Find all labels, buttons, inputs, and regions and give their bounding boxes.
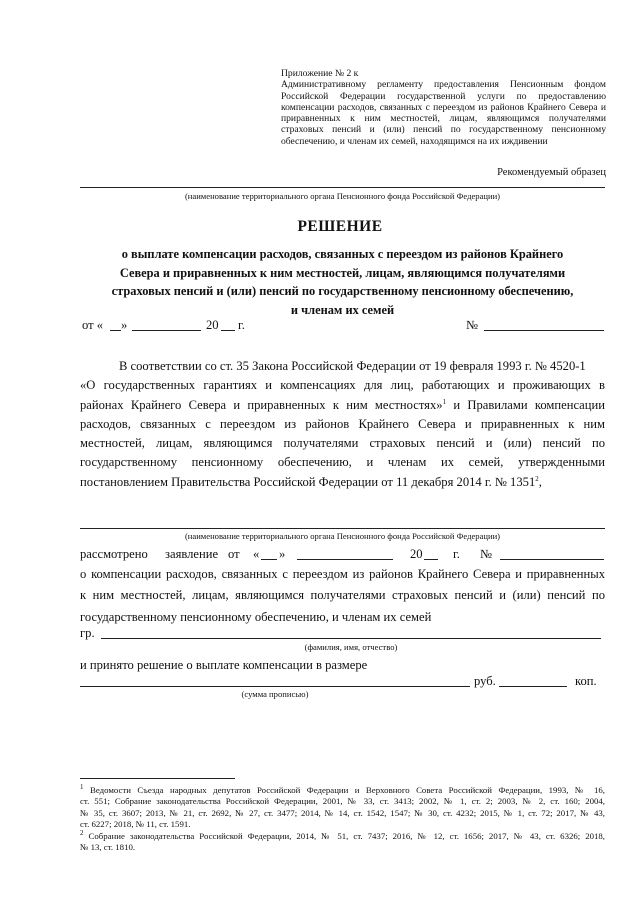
body-line: расходов, связанных с переездом из районов Крайнего Севера и приравненных к ним <box>80 416 605 431</box>
subtitle-line: Севера и приравненных к ним местностей, лицам, являющимся получателями <box>119 265 566 280</box>
appendix-line: Административному регламенту предоставления Пенсионным фондом <box>281 79 606 91</box>
appendix-line: приравненных к ним местностей, лицам, являющимся получателями <box>281 113 606 125</box>
rub-label: руб. <box>474 674 496 688</box>
appendix-line: страховых пенсий и (или) пенсий по государственному пенсионному <box>281 124 606 136</box>
review-org-line <box>80 528 605 529</box>
considered-label: рассмотрено <box>80 547 148 561</box>
kop-label: коп. <box>575 674 597 688</box>
footnote-line <box>80 828 605 842</box>
appendix-block <box>281 68 606 147</box>
appendix-line: компенсации расходов, связанных с переездом из районов Крайнего Севера и <box>281 101 606 113</box>
day-field[interactable] <box>110 330 121 331</box>
close-quote: » <box>279 547 286 561</box>
application-label: заявление <box>165 547 219 561</box>
application-day-field[interactable] <box>261 559 277 560</box>
body-text: районах Крайнего Севера и приравненных к ним местностях» <box>80 397 443 412</box>
body-line: «О государственных гарантиях и компенсациях для лиц, работающих и проживающих в <box>80 378 605 393</box>
appendix-line: Российской Федерации государственной услуги по предоставлению <box>281 90 606 102</box>
year-prefix: 20 <box>206 318 219 332</box>
body-text: , <box>538 474 542 489</box>
decision-number-field[interactable] <box>484 330 604 331</box>
appendix-line: Приложение № 2 к <box>281 68 359 79</box>
subtitle-line: и членам их семей <box>290 302 395 317</box>
footnote-line: ст. 551; Собрание законодательства Российской Федерации, 2001, № 33, ст. 3413; 2002, № 1, ст. 2; 2003, № 2, ст. 160; 2004, <box>80 796 605 807</box>
org-name-line <box>80 187 605 188</box>
body-line: государственному пенсионному обеспечению, и членам их семей, утвержденными <box>80 455 605 470</box>
footnote-text: Ведомости Съезда народных депутатов Российской Федерации и Верховного Совета Российской Федерации, 1993, № 16, <box>89 785 606 795</box>
citizen-label: гр. <box>80 626 95 640</box>
footnote-text: Собрание законодательства Российской Федерации, 2014, № 51, ст. 7437; 2016, № 12, ст. 1656; 2017, № 43, ст. 6326; 2018, <box>88 830 605 841</box>
footnote-line <box>80 785 605 796</box>
application-number-sign: № <box>480 547 493 561</box>
subtitle-line: страховых пенсий и (или) пенсий по государственному пенсионному обеспечению, <box>111 284 574 298</box>
sum-in-words-field[interactable] <box>80 686 470 687</box>
application-year-suffix: г. <box>453 547 460 561</box>
footnote-mark-2: 2 <box>80 828 84 837</box>
date-from-label: от « <box>82 318 104 332</box>
body-text: и Правилами компенсации <box>446 397 605 412</box>
footnote-separator <box>80 778 235 779</box>
body-line <box>80 473 605 492</box>
year-field[interactable] <box>221 330 235 331</box>
org-caption: (наименование территориального органа Пенсионного фонда Российской Федерации) <box>184 191 501 201</box>
from-label: от <box>228 547 240 561</box>
application-year-prefix: 20 <box>410 547 423 561</box>
subtitle-line: о выплате компенсации расходов, связанных с переездом из районов Крайнего <box>121 247 564 261</box>
application-year-field[interactable] <box>424 559 438 560</box>
name-caption: (фамилия, имя, отчество) <box>304 642 398 652</box>
footnote-ref-2: 2 <box>535 474 539 483</box>
decision-text: и принято решение о выплате компенсации в размере <box>80 658 368 672</box>
application-month-field[interactable] <box>297 559 393 560</box>
date-close-quote: » <box>121 318 128 332</box>
citizen-name-field[interactable] <box>101 638 601 639</box>
kop-field[interactable] <box>499 686 567 687</box>
open-quote: « <box>253 547 260 561</box>
body-text: постановлением Правительства Российской Федерации от 11 декабря 2014 г. № 1351 <box>80 474 536 489</box>
footnotes <box>80 785 605 853</box>
document-subtitle <box>80 245 605 319</box>
body-paragraph <box>80 357 605 492</box>
review-paragraph <box>80 564 605 628</box>
footnote-line: ст. 6227; 2018, № 11, ст. 1591. <box>80 819 191 830</box>
footnote-line: № 13, ст. 1810. <box>80 842 136 853</box>
review-line: государственному пенсионному обеспечению, и членам их семей <box>80 609 432 624</box>
sum-caption: (сумма прописью) <box>241 689 309 699</box>
document-title: РЕШЕНИЕ <box>297 218 383 235</box>
footnote-mark-1: 1 <box>80 783 84 792</box>
month-field[interactable] <box>132 330 201 331</box>
sample-label: Рекомендуемый образец <box>497 167 606 178</box>
body-line <box>80 396 605 415</box>
body-line: В соответствии со ст. 35 Закона Российской Федерации от 19 февраля 1993 г. № 4520-1 <box>119 359 586 373</box>
body-line: местностей, лицам, являющимся получателями страховых пенсий и (или) пенсий по <box>80 436 605 451</box>
review-org-caption: (наименование территориального органа Пенсионного фонда Российской Федерации) <box>184 531 501 541</box>
review-line: к ним местностей, лицам, являющимся получателями страховых пенсий и (или) пенсий по <box>80 588 605 603</box>
year-suffix: г. <box>238 318 245 332</box>
application-number-field[interactable] <box>500 559 604 560</box>
appendix-line: обеспечению, и членам их семей, находящимся на их иждивении <box>281 135 548 147</box>
review-line: о компенсации расходов, связанных с переездом из районов Крайнего Севера и приравненных <box>80 567 605 581</box>
number-sign: № <box>466 318 479 332</box>
footnote-line: № 35, ст. 3607; 2013, № 21, ст. 2692, № 27, ст. 3477; 2014, № 14, ст. 1542, 1547; № 30, ст. 4232; 2015, № 1, ст. 72; 2017, № 43, <box>80 807 605 818</box>
footnote-ref-1: 1 <box>442 397 447 406</box>
